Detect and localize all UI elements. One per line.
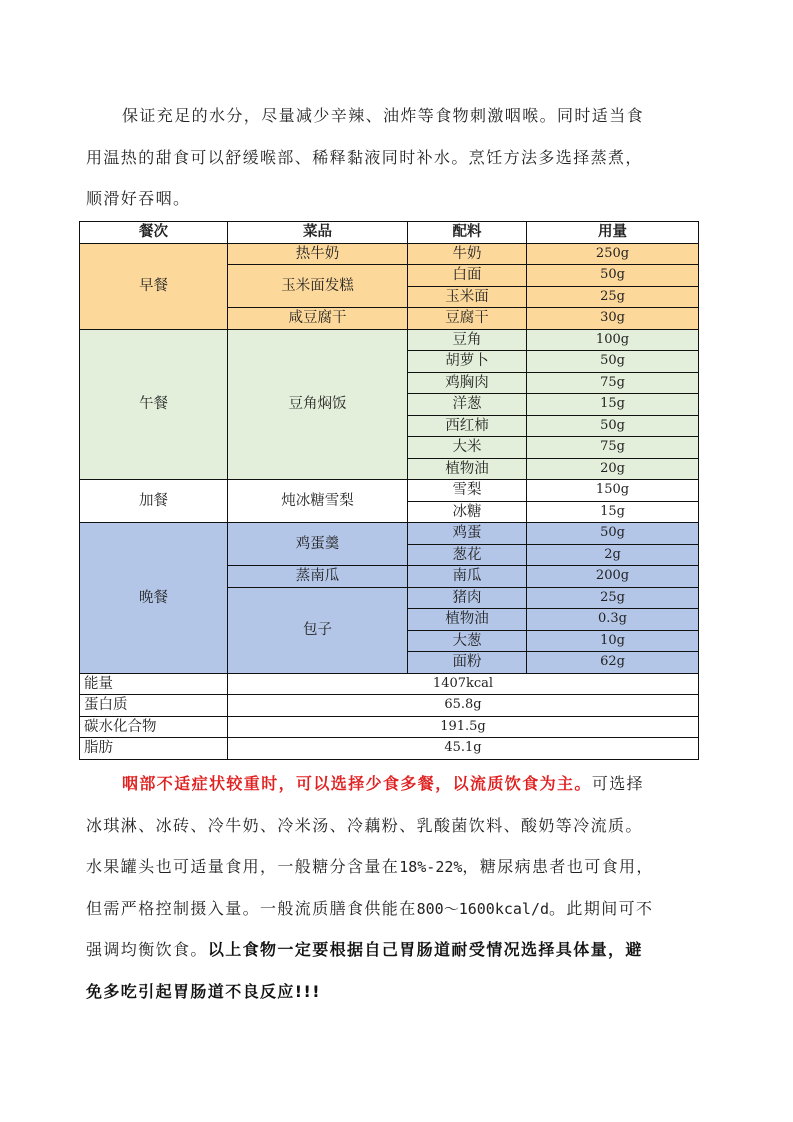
quantity-cell: 50g [527, 415, 699, 437]
ingredient-cell: 豆腐干 [408, 308, 527, 330]
table-row [80, 243, 699, 265]
ingredient-cell: 白面 [408, 265, 527, 287]
quantity-cell: 0.3g [527, 609, 699, 631]
dish-cell: 蒸南瓜 [228, 566, 408, 588]
ingredient-cell: 植物油 [408, 609, 527, 631]
advice-line-4 [86, 888, 698, 930]
quantity-cell: 250g [527, 243, 699, 265]
summary-row [80, 716, 699, 738]
meal-cell: 晚餐 [80, 523, 228, 674]
ingredient-cell: 南瓜 [408, 566, 527, 588]
dish-cell: 热牛奶 [228, 243, 408, 265]
quantity-cell: 100g [527, 329, 699, 351]
meal-cell: 加餐 [80, 480, 228, 523]
summary-value: 1407kcal [228, 673, 699, 695]
table-row [80, 523, 699, 545]
advice-warning: 免多吃引起胃肠道不良反应!!! [86, 981, 321, 1001]
dish-cell: 豆角焖饭 [228, 329, 408, 480]
ingredient-cell: 植物油 [408, 458, 527, 480]
quantity-cell: 30g [527, 308, 699, 330]
column-header: 菜品 [228, 222, 408, 244]
advice-text: ，糖尿病患者也可食用， [462, 857, 654, 876]
dish-cell: 咸豆腐干 [228, 308, 408, 330]
meal-cell: 午餐 [80, 329, 228, 480]
ingredient-cell: 猪肉 [408, 587, 527, 609]
advice-line-3 [86, 846, 698, 888]
summary-value: 65.8g [228, 695, 699, 717]
dish-cell: 鸡蛋羹 [228, 523, 408, 566]
quantity-cell: 10g [527, 630, 699, 652]
summary-label: 能量 [80, 673, 228, 695]
quantity-cell: 150g [527, 480, 699, 502]
advice-text: 强调均衡饮食。 [86, 940, 208, 959]
summary-row [80, 695, 699, 717]
quantity-cell: 15g [527, 501, 699, 523]
table-row [80, 480, 699, 502]
advice-line-5 [86, 929, 698, 971]
quantity-cell: 75g [527, 437, 699, 459]
meal-cell: 早餐 [80, 243, 228, 329]
energy-range: 800～1600kcal/d [416, 899, 550, 918]
header-row [80, 222, 699, 244]
advice-line-6 [86, 971, 698, 1013]
summary-value: 191.5g [228, 716, 699, 738]
ingredient-cell: 大米 [408, 437, 527, 459]
advice-text: 水果罐头也可适量食用，一般糖分含量在 [86, 857, 400, 876]
ingredient-cell: 玉米面 [408, 286, 527, 308]
advice-text: 可选择 [591, 774, 645, 793]
summary-label: 碳水化合物 [80, 716, 228, 738]
ingredient-cell: 大葱 [408, 630, 527, 652]
quantity-cell: 200g [527, 566, 699, 588]
dish-cell: 包子 [228, 587, 408, 673]
ingredient-cell: 豆角 [408, 329, 527, 351]
quantity-cell: 25g [527, 587, 699, 609]
advice-text: 。此期间可不 [549, 898, 654, 918]
summary-label: 脂肪 [80, 738, 228, 760]
ingredient-cell: 洋葱 [408, 394, 527, 416]
intro-line-2: 用温热的甜食可以舒缓喉部、稀释黏液同时补水。烹饪方法多选择蒸煮， [86, 147, 643, 167]
table-row [80, 329, 699, 351]
advice-line-1 [86, 763, 698, 805]
column-header: 用量 [527, 222, 699, 244]
summary-row [80, 738, 699, 760]
intro-line-3: 顺滑好吞咽。 [86, 189, 191, 208]
advice-warning: 以上食物一定要根据自己胃肠道耐受情况选择具体量，避 [207, 940, 643, 959]
quantity-cell: 2g [527, 544, 699, 566]
ingredient-cell: 面粉 [408, 652, 527, 674]
sugar-range: 18%-22% [399, 858, 463, 876]
quantity-cell: 15g [527, 394, 699, 416]
quantity-cell: 50g [527, 523, 699, 545]
ingredient-cell: 胡萝卜 [408, 351, 527, 373]
ingredient-cell: 葱花 [408, 544, 527, 566]
quantity-cell: 75g [527, 372, 699, 394]
intro-line-1: 保证充足的水分，尽量减少辛辣、油炸等食物刺激咽喉。同时适当食 [122, 106, 645, 125]
quantity-cell: 50g [527, 265, 699, 287]
ingredient-cell: 牛奶 [408, 243, 527, 265]
summary-label: 蛋白质 [80, 695, 228, 717]
ingredient-cell: 鸡胸肉 [408, 372, 527, 394]
column-header: 配料 [408, 222, 527, 244]
intro-paragraph [86, 95, 698, 220]
summary-row [80, 673, 699, 695]
quantity-cell: 62g [527, 652, 699, 674]
quantity-cell: 20g [527, 458, 699, 480]
diet-table [79, 221, 699, 760]
advice-line-2: 冰琪淋、冰砖、冷牛奶、冷米汤、冷藕粉、乳酸菌饮料、酸奶等冷流质。 [86, 815, 643, 835]
ingredient-cell: 西红柿 [408, 415, 527, 437]
summary-value: 45.1g [228, 738, 699, 760]
advice-highlight: 咽部不适症状较重时，可以选择少食多餐，以流质饮食为主。 [122, 774, 592, 793]
ingredient-cell: 雪梨 [408, 480, 527, 502]
dish-cell: 炖冰糖雪梨 [228, 480, 408, 523]
ingredient-cell: 鸡蛋 [408, 523, 527, 545]
ingredient-cell: 冰糖 [408, 501, 527, 523]
advice-text: 但需严格控制摄入量。一般流质膳食供能在 [86, 898, 417, 918]
quantity-cell: 50g [527, 351, 699, 373]
dish-cell: 玉米面发糕 [228, 265, 408, 308]
advice-paragraph [86, 763, 698, 1012]
quantity-cell: 25g [527, 286, 699, 308]
column-header: 餐次 [80, 222, 228, 244]
